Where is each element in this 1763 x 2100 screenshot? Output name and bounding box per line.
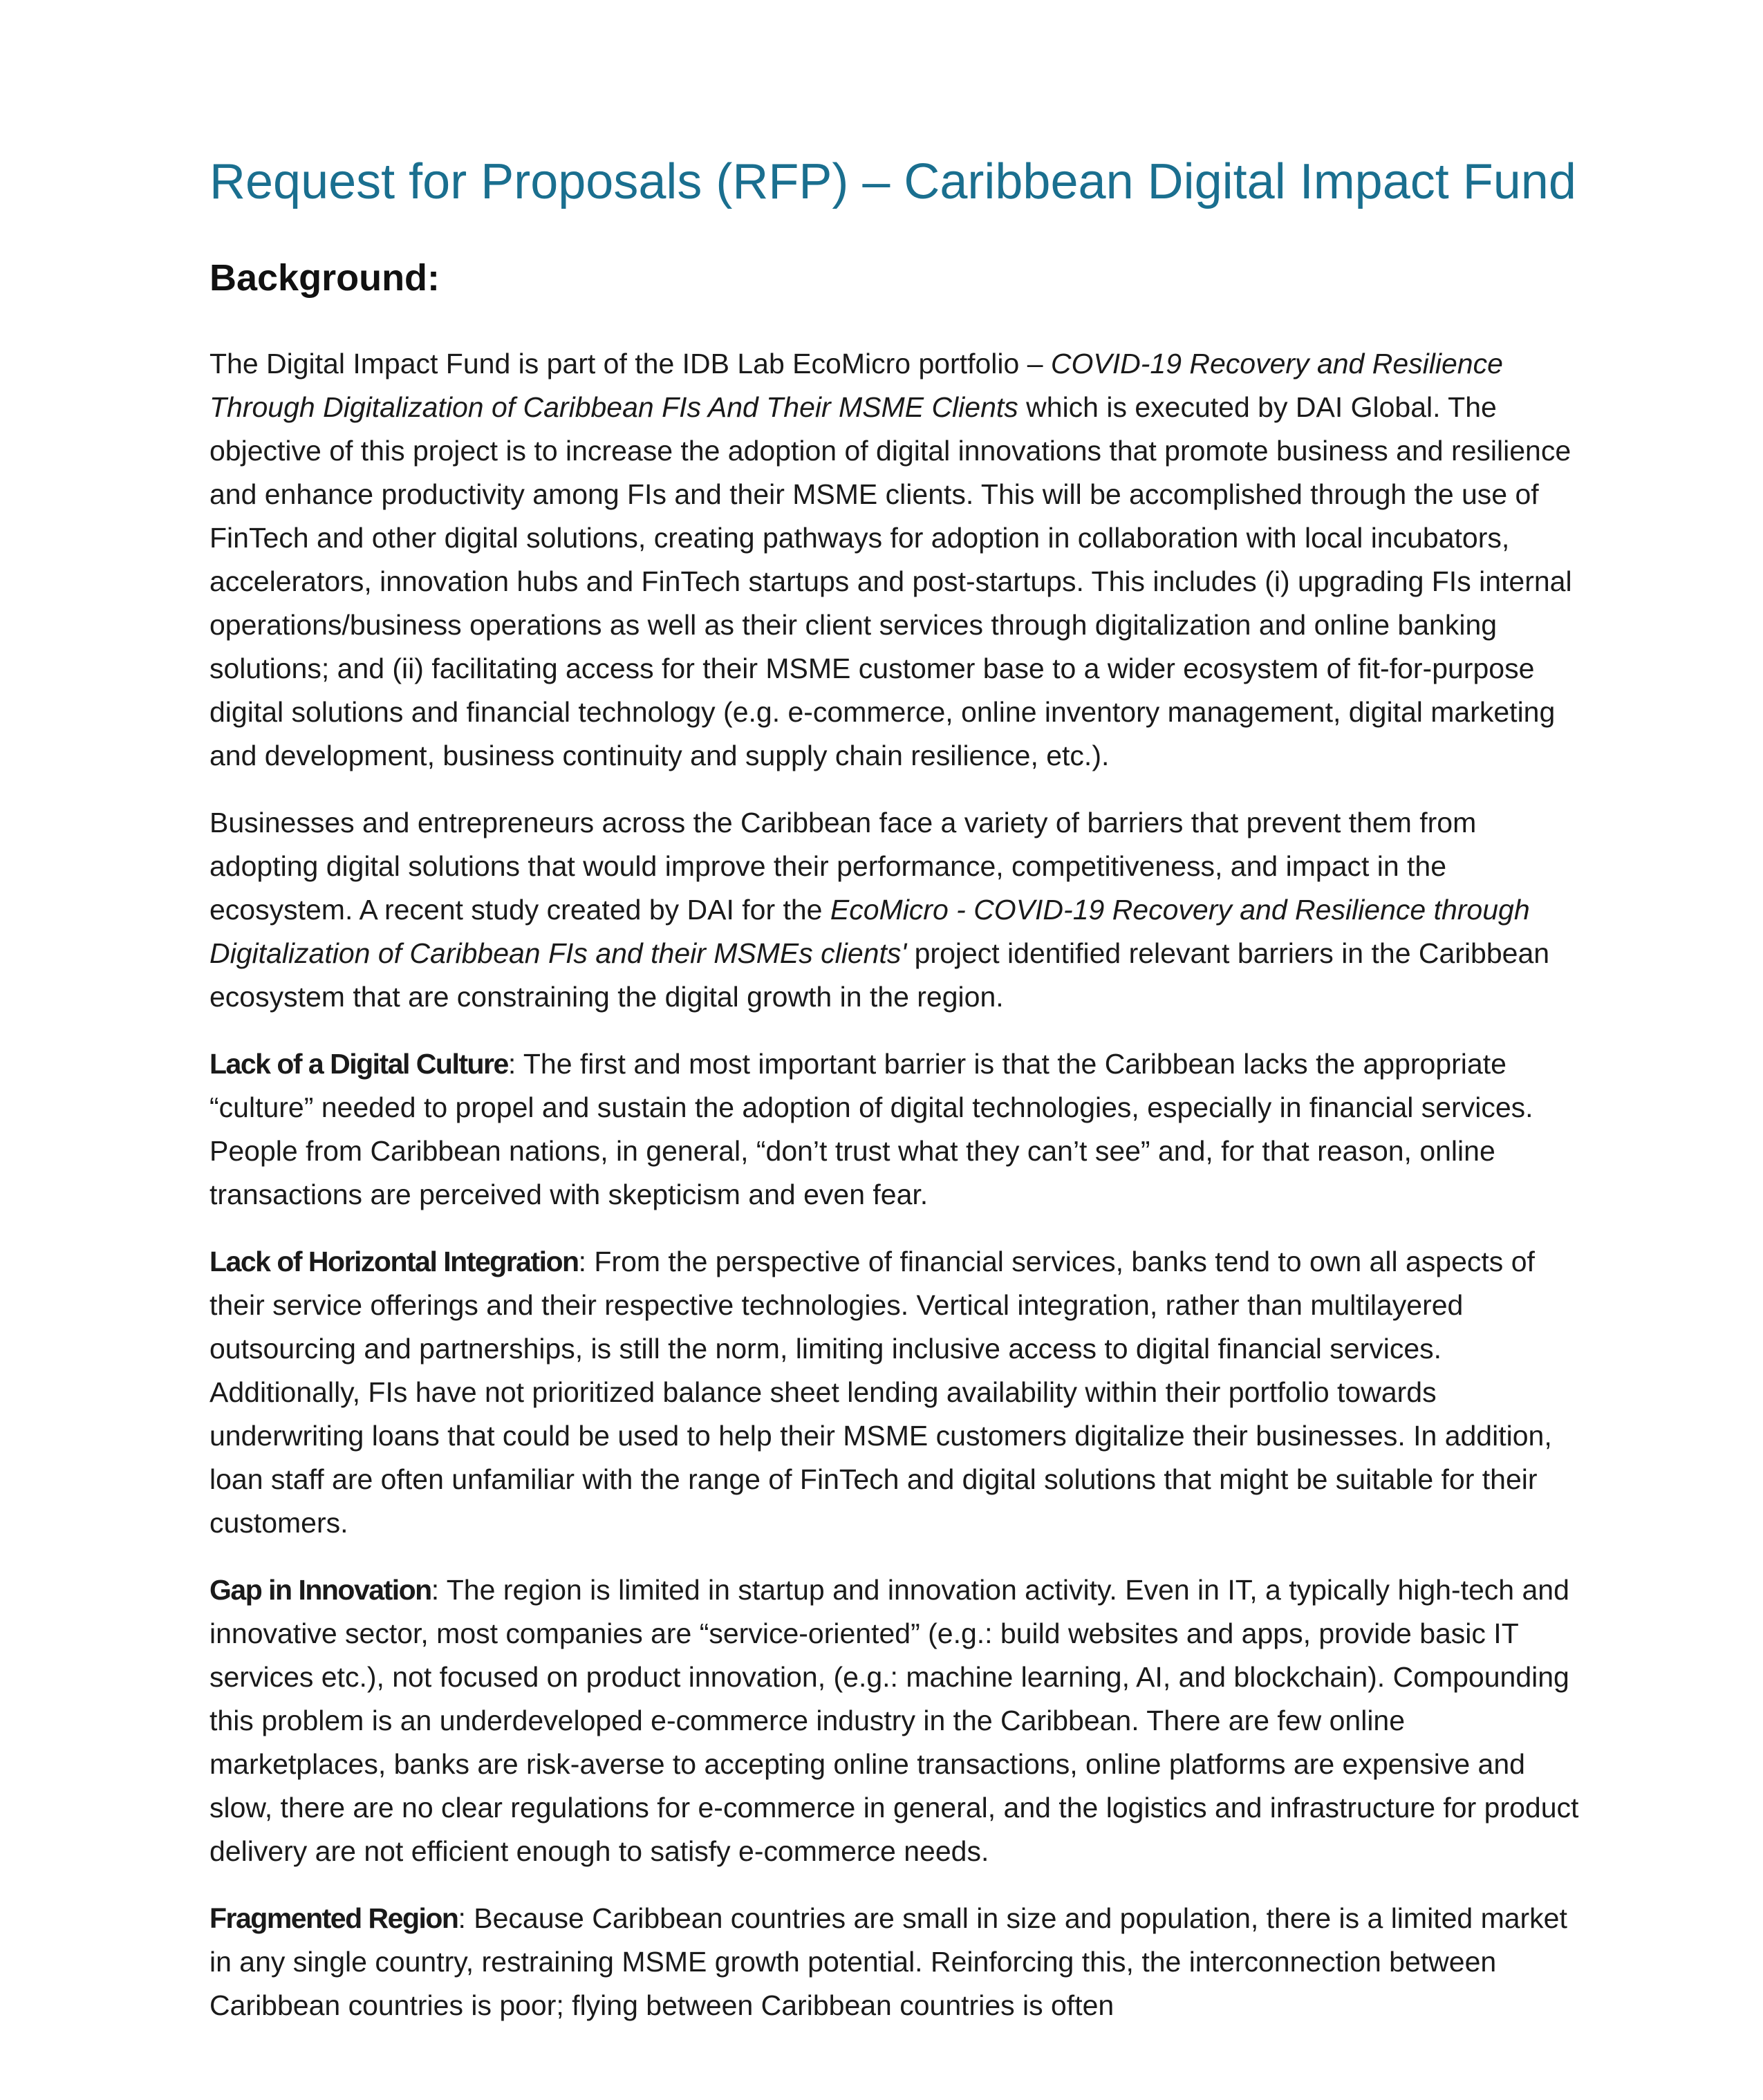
paragraph-gap-in-innovation — [209, 1568, 1585, 1873]
section-heading-background: Background: — [209, 257, 440, 299]
paragraph-text: : Because Caribbean countries are small in size and population, there is a limited market in any single country, restraining MSME growth potential. Reinforcing this, the interconnection between Caribbean countries is poor; flying between Caribbean countries is often — [209, 1902, 1567, 2022]
paragraph-text: : The region is limited in startup and innovation activity. Even in IT, a typically high-tech and innovative sector, most companies are “service-oriented” (e.g.: build websites and apps, provide basic IT services etc.), not focused on product innovation, (e.g.: machine learning, AI, and blockchain). Compounding this problem is an underdeveloped e-commerce industry in the Caribbean. There are few online marketplaces, banks are risk-averse to accepting online transactions, online platforms are expensive and slow, there are no clear regulations for e-commerce in general, and the logistics and infrastructure for product delivery are not efficient enough to satisfy e-commerce needs. — [209, 1574, 1579, 1868]
project-title-italic: COVID-19 Recovery and Resilience Through Digitalization of Caribbean FIs And Their MSME Clients — [209, 348, 1503, 424]
document-page — [209, 152, 1585, 2027]
paragraph-digital-culture — [209, 1042, 1585, 1217]
paragraph-text: project identified relevant barriers in the Caribbean ecosystem that are constraining the digital growth in the region. — [209, 937, 1550, 1013]
barrier-label: Lack of a Digital Culture — [209, 1048, 508, 1080]
study-title-italic: EcoMicro - COVID-19 Recovery and Resilience through Digitalization of Caribbean FIs and their MSMEs clients' — [209, 894, 1530, 970]
barrier-label: Lack of Horizontal Integration — [209, 1246, 579, 1278]
paragraph-text: The Digital Impact Fund is part of the IDB Lab EcoMicro portfolio – — [209, 348, 1051, 380]
paragraph-text: which is executed by DAI Global. The objective of this project is to increase the adoption of digital innovations that promote business and resilience and enhance productivity among FIs and their MSME clients. This will be accomplished through the use of FinTech and other digital solutions, creating pathways for adoption in collaboration with local incubators, accelerators, innovation hubs and FinTech startups and post-startups. This includes (i) upgrading FIs internal operations/business operations as well as their client services through digitalization and online banking solutions; and (ii) facilitating access for their MSME customer base to a wider ecosystem of fit-for-purpose digital solutions and financial technology (e.g. e-commerce, online inventory management, digital marketing and development, business continuity and supply chain resilience, etc.). — [209, 391, 1572, 772]
barrier-label: Fragmented Region — [209, 1902, 458, 1935]
paragraph-text: Businesses and entrepreneurs across the Caribbean face a variety of barriers that prevent them from adopting digital solutions that would improve their performance, competitiveness, and impact in the ecosystem. A recent study created by DAI for the — [209, 807, 1477, 926]
paragraph-text: : From the perspective of financial services, banks tend to own all aspects of their service offerings and their respective technologies. Vertical integration, rather than multilayered outsourcing and partnerships, is still the norm, limiting inclusive access to digital financial services. Additionally, FIs have not prioritized balance sheet lending availability within their portfolio towards underwriting loans that could be used to help their MSME customers digitalize their businesses. In addition, loan staff are often unfamiliar with the range of FinTech and digital solutions that might be suitable for their customers. — [209, 1246, 1552, 1539]
paragraph-horizontal-integration — [209, 1240, 1585, 1545]
document-title: Request for Proposals (RFP) – Caribbean Digital Impact Fund — [209, 154, 1576, 209]
paragraph-barriers-intro — [209, 801, 1585, 1019]
paragraph-digital-impact-fund — [209, 342, 1585, 778]
barrier-label: Gap in Innovation — [209, 1574, 431, 1606]
paragraph-text: : The first and most important barrier is that the Caribbean lacks the appropriate “culture” needed to propel and sustain the adoption of digital technologies, especially in financial services. People from Caribbean nations, in general, “don’t trust what they can’t see” and, for that reason, online transactions are perceived with skepticism and even fear. — [209, 1048, 1533, 1211]
paragraph-fragmented-region — [209, 1897, 1585, 2027]
